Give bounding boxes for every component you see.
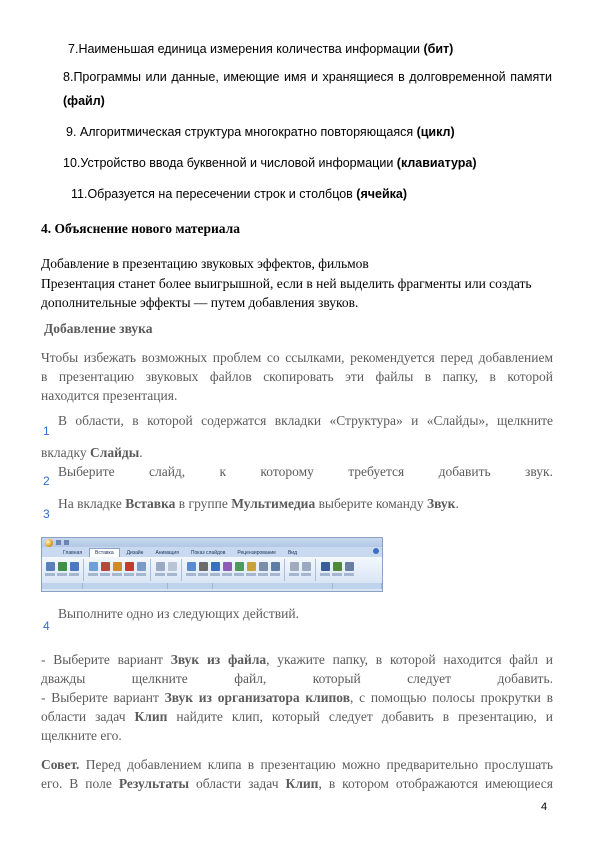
command-glyph-icon [58, 562, 67, 571]
command-label-placeholder [258, 573, 268, 576]
option2-line-2: области задач Клип найдите клип, который следует добавить в презентацию, и [41, 709, 554, 724]
command-label-placeholder [344, 573, 354, 576]
ribbon-command-icon [88, 562, 98, 578]
command-glyph-icon [199, 562, 208, 571]
option1-line-2: дважды щелкните файл, который следует добавить. [41, 671, 553, 686]
review-item-7: 7.Наименьшая единица измерения количества информации (бит) [68, 42, 454, 56]
para1-line-3: находится презентация. [41, 388, 178, 403]
command-label-placeholder [167, 573, 177, 576]
tip-line-1: Совет. Перед добавлением клипа в презентацию можно предварительно прослушать [41, 757, 553, 772]
quick-access-save-icon [56, 540, 61, 545]
ribbon-command-icon [289, 562, 299, 578]
ribbon-command-icon [344, 562, 354, 578]
ribbon-command-icon [112, 562, 122, 578]
ribbon-separator [284, 559, 285, 581]
review-item-10: 10.Устройство ввода буквенной и числовой информации (клавиатура) [63, 156, 477, 170]
review-item-8-answer: (файл) [63, 94, 105, 108]
command-glyph-icon [46, 562, 55, 571]
ribbon-command-icon [155, 562, 165, 578]
section-heading: 4. Объяснение нового материала [41, 221, 240, 236]
command-label-placeholder [45, 573, 55, 576]
command-label-placeholder [136, 573, 146, 576]
ribbon-tab: Дизайн [126, 550, 144, 556]
ribbon-commands [42, 557, 382, 583]
command-glyph-icon [290, 562, 299, 571]
help-icon [373, 548, 379, 554]
command-glyph-icon [333, 562, 342, 571]
ribbon-tabs [42, 547, 382, 557]
office-button-icon [45, 539, 53, 547]
command-label-placeholder [124, 573, 134, 576]
ribbon-command-icon [57, 562, 67, 578]
command-glyph-icon [89, 562, 98, 571]
option2-line-3: щелкните его. [41, 728, 122, 743]
ribbon-command-icon [222, 562, 232, 578]
subheading: Добавление звука [44, 321, 153, 336]
review-item-11: 11.Образуется на пересечении строк и столбцов (ячейка) [71, 187, 408, 201]
command-label-placeholder [234, 573, 244, 576]
ribbon-command-icon [234, 562, 244, 578]
ribbon-title-bar [42, 538, 382, 547]
command-glyph-icon [271, 562, 280, 571]
ribbon-command-icon [45, 562, 55, 578]
command-label-placeholder [57, 573, 67, 576]
command-glyph-icon [125, 562, 134, 571]
page-number: 4 [541, 801, 548, 813]
command-glyph-icon [137, 562, 146, 571]
ribbon-separator [150, 559, 151, 581]
command-label-placeholder [186, 573, 196, 576]
command-glyph-icon [321, 562, 330, 571]
command-glyph-icon [235, 562, 244, 571]
command-glyph-icon [211, 562, 220, 571]
ribbon-command-icon [320, 562, 330, 578]
step4-text: Выполните одно из следующих действий. [58, 606, 300, 621]
ribbon-command-icon [186, 562, 196, 578]
step1-number: 1 [43, 424, 50, 438]
command-label-placeholder [100, 573, 110, 576]
review-item-8: 8.Программы или данные, имеющие имя и хранящиеся в долговременной памяти [63, 70, 552, 84]
ribbon-screenshot [41, 537, 383, 592]
intro-line-1: Презентация станет более выигрышной, если в ней выделить фрагменты или создать [41, 276, 532, 291]
ribbon-command-icon [246, 562, 256, 578]
ribbon-command-icon [100, 562, 110, 578]
review-item-9: 9. Алгоритмическая структура многократно повторяющаяся (цикл) [66, 125, 455, 139]
command-glyph-icon [302, 562, 311, 571]
command-glyph-icon [156, 562, 165, 571]
ribbon-tab: Анимация [155, 550, 179, 556]
topic-line: Добавление в презентацию звуковых эффектов, фильмов [41, 256, 369, 271]
command-label-placeholder [210, 573, 220, 576]
step2-number: 2 [43, 474, 50, 488]
quick-access-undo-icon [64, 540, 69, 545]
ribbon-command-icon [167, 562, 177, 578]
option2-line-1: - Выберите вариант Звук из организатора клипов, с помощью полосы прокрутки в [41, 690, 553, 705]
command-glyph-icon [223, 562, 232, 571]
tip-line-2: его. В поле Результаты области задач Клип, в котором отображаются имеющиеся [41, 776, 553, 791]
ribbon-command-icon [270, 562, 280, 578]
step3-number: 3 [43, 507, 50, 521]
step1-line-2: вкладку Слайды. [41, 445, 143, 460]
step3-text: На вкладке Вставка в группе Мультимедиа выберите команду Звук. [58, 496, 459, 511]
step4-number: 4 [43, 619, 50, 633]
ribbon-separator [83, 559, 84, 581]
ribbon-group-labels [42, 583, 382, 589]
ribbon-tab: Рецензирование [237, 550, 276, 556]
ribbon-command-icon [198, 562, 208, 578]
ribbon-separator [181, 559, 182, 581]
ribbon-command-icon [301, 562, 311, 578]
ribbon-command-icon [258, 562, 268, 578]
ribbon-tab: Вид [287, 550, 298, 556]
intro-line-2: дополнительные эффекты — путем добавления звуков. [41, 295, 359, 310]
command-glyph-icon [113, 562, 122, 571]
para1-line-2: в презентацию звуковых файлов скопировать эти файлы в папку, в которой [41, 369, 553, 384]
ribbon-command-icon [124, 562, 134, 578]
option1-line-1: - Выберите вариант Звук из файла, укажите папку, в которой находится файл и [41, 652, 553, 667]
ribbon-tab: Главная [63, 550, 83, 556]
command-label-placeholder [112, 573, 122, 576]
command-label-placeholder [222, 573, 232, 576]
ribbon-separator [315, 559, 316, 581]
command-glyph-icon [187, 562, 196, 571]
command-label-placeholder [246, 573, 256, 576]
command-label-placeholder [301, 573, 311, 576]
para1-line-1: Чтобы избежать возможных проблем со ссылками, рекомендуется перед добавлением [41, 350, 553, 365]
command-label-placeholder [198, 573, 208, 576]
ribbon-tab: Вставка [89, 548, 120, 557]
ribbon-command-icon [332, 562, 342, 578]
command-glyph-icon [345, 562, 354, 571]
step2-text: Выберите слайд, к которому требуется добавить звук. [58, 464, 553, 479]
command-glyph-icon [168, 562, 177, 571]
ribbon-command-icon [69, 562, 79, 578]
step1-line-1: В области, в которой содержатся вкладки «Структура» и «Слайды», щелкните [58, 413, 553, 428]
command-glyph-icon [259, 562, 268, 571]
command-label-placeholder [69, 573, 79, 576]
ribbon-tab: Показ слайдов [190, 550, 226, 556]
command-label-placeholder [270, 573, 280, 576]
command-label-placeholder [320, 573, 330, 576]
command-label-placeholder [332, 573, 342, 576]
command-label-placeholder [155, 573, 165, 576]
ribbon-command-icon [210, 562, 220, 578]
command-glyph-icon [247, 562, 256, 571]
command-label-placeholder [88, 573, 98, 576]
ribbon-command-icon [136, 562, 146, 578]
command-glyph-icon [101, 562, 110, 571]
command-label-placeholder [289, 573, 299, 576]
command-glyph-icon [70, 562, 79, 571]
